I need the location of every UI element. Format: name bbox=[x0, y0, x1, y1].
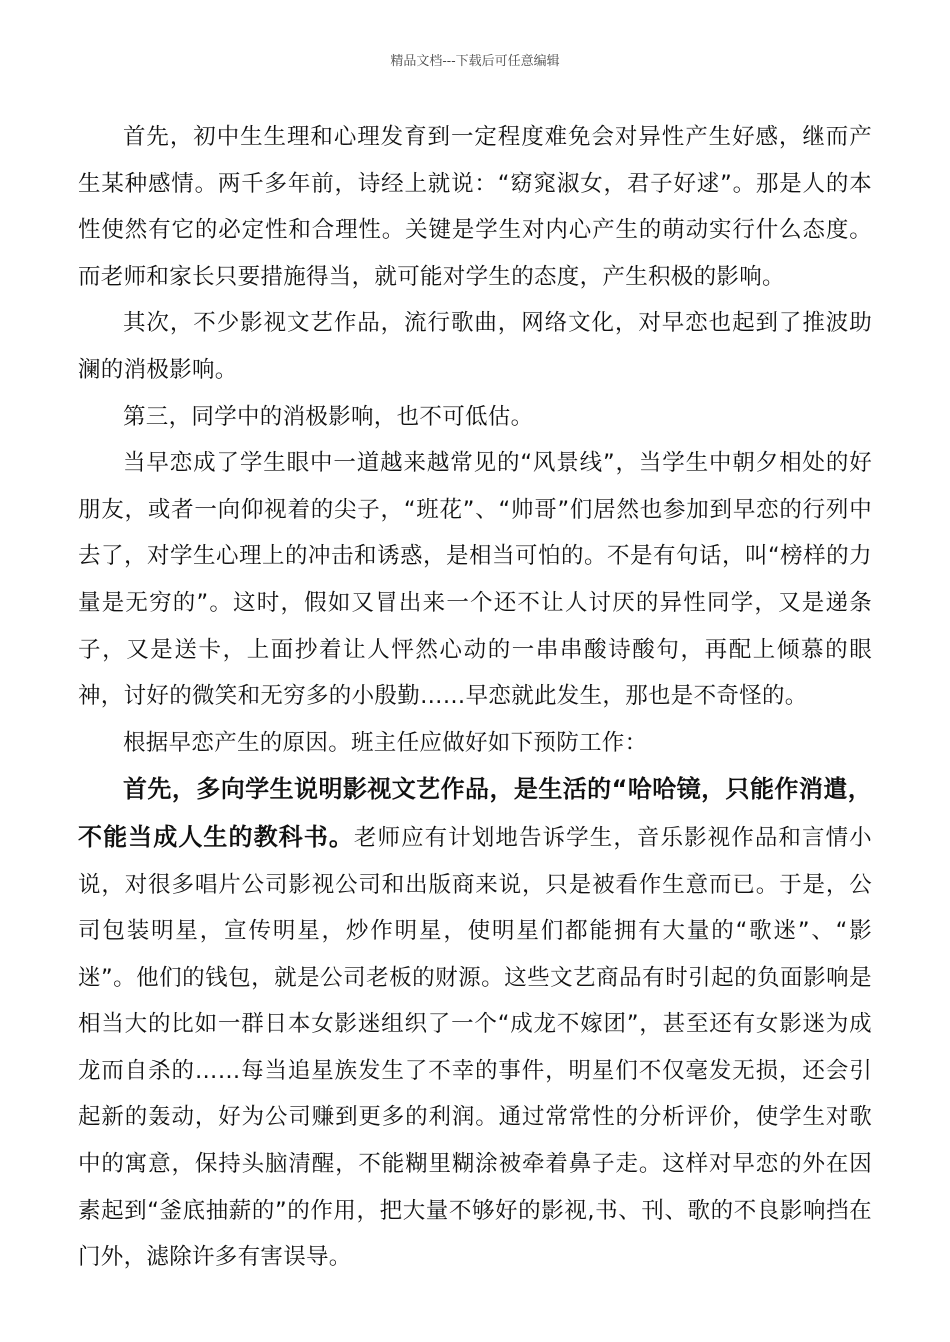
page-header: 精品文档---下载后可任意编辑 bbox=[390, 54, 560, 69]
paragraph-scenery-line: 当早恋成了学生眼中一道越来越常见的“风景线”，当学生中朝夕相处的好朋友，或者一向仰视着的尖子，“班花”、“帅哥”们居然也参加到早恋的行列中去了，对学生心理上的冲击和诱惑，是相当可怕的。不是有句话，叫“榜样的力量是无穷的”。这时，假如又冒出来一个还不让人讨厌的异性同学，又是递条子，又是送卡，上面抄着让人怦然心动的一串串酸诗酸句，再配上倾慕的眼神，讨好的微笑和无穷多的小殷勤……早恋就此发生，那也是不奇怪的。 bbox=[78, 450, 872, 710]
prevention-first-body: 老师应有计划地告诉学生，音乐影视作品和言情小说，对很多唱片公司影视公司和出版商来说，只是被看作生意而已。于是，公司包装明星，宣传明星，炒作明星，使明星们都能拥有大量的“歌迷”、“影迷”。他们的钱包，就是公司老板的财源。这些文艺商品有时引起的负面影响是相当大的比如一群日本女影迷组织了一个“成龙不嫁团”，甚至还有女影迷为成龙而自杀的……每当追星族发生了不幸的事件，明星们不仅毫发无损，还会引起新的轰动，好为公司赚到更多的利润。通过常常性的分析评价，使学生对歌中的寓意，保持头脑清醒，不能糊里糊涂被牵着鼻子走。这样对早恋的外在因素起到“釜底抽薪的”的作用，把大量不够好的影视,书、刊、歌的不良影响挡在门外，滤除许多有害误导。 bbox=[78, 824, 872, 1271]
document-body bbox=[78, 114, 872, 1281]
prevention-first-heading: 首先，多向学生说明影视文艺作品，是生活的“哈哈镜，只能作消遣，不能当成人生的教科书。 bbox=[78, 775, 872, 851]
paragraph-media-influence: 其次，不少影视文艺作品，流行歌曲，网络文化，对早恋也起到了推波助澜的消极影响。 bbox=[78, 310, 872, 383]
paragraph-physiology: 首先，初中生生理和心理发育到一定程度难免会对异性产生好感，继而产生某种感情。两千多年前，诗经上就说：“窈窕淑女，君子好逑”。那是人的本性使然有它的必定性和合理性。关键是学生对内心产生的萌动实行什么态度。而老师和家长只要措施得当，就可能对学生的态度，产生积极的影响。 bbox=[78, 124, 872, 290]
paragraph-prevention-intro: 根据早恋产生的原因。班主任应做好如下预防工作： bbox=[123, 729, 648, 756]
paragraph-prevention-first bbox=[78, 766, 872, 1281]
paragraph-peer-influence: 第三，同学中的消极影响，也不可低估。 bbox=[123, 403, 534, 430]
